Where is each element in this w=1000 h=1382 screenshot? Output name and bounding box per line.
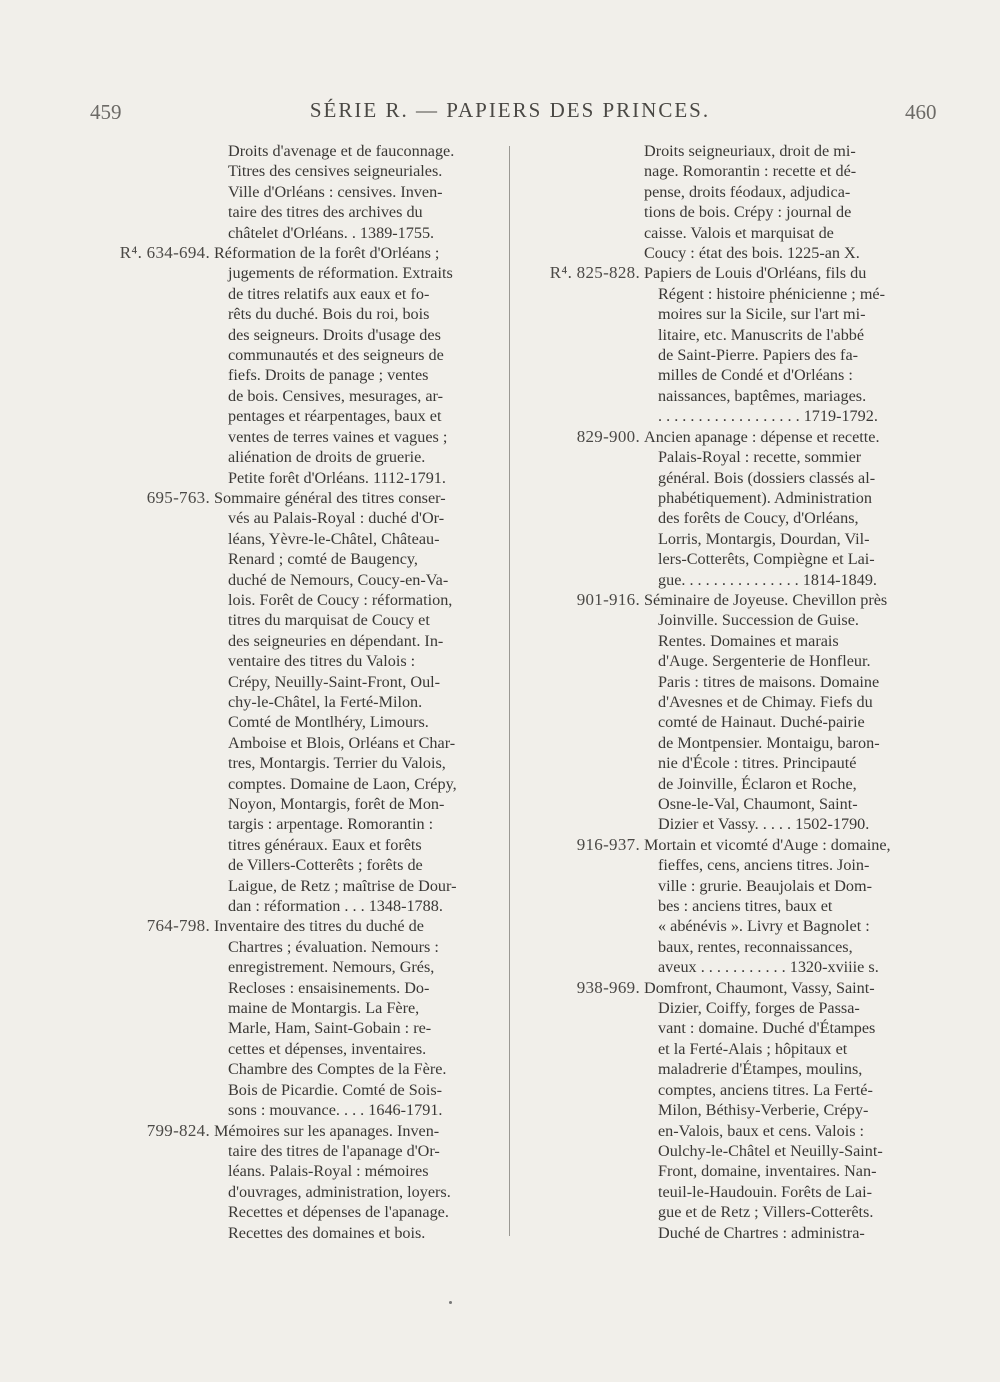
inventory-entry [0,488,505,917]
text-line: léans. Palais-Royal : mémoires [228,1162,429,1181]
call-number: 938-969. [576,977,640,997]
text-line: . . . . . . . . . . . . . . . . . . 1719-1792. [658,407,878,426]
text-line: Renard ; comté de Baugency, [228,550,418,569]
text-line: gue. . . . . . . . . . . . . . . 1814-1849. [658,570,877,589]
text-line: fiefs. Droits de panage ; ventes [228,366,429,385]
text-line: « abénévis ». Livry et Bagnolet : [658,917,870,936]
text-line: des seigneuries en dépendant. In- [228,631,444,650]
text-line: général. Bois (dossiers classés al- [658,468,876,487]
entry-text [644,427,952,590]
text-line: Droits seigneuriaux, droit de mi- [644,142,856,160]
text-line: milles de Condé et d'Orléans : [658,366,853,385]
text-line: Mémoires sur les apanages. Inven- [214,1121,440,1140]
text-line: de Villers-Cotterêts ; forêts de [228,856,423,875]
text-line: Crépy, Neuilly-Saint-Front, Oul- [228,672,441,691]
text-line: enregistrement. Nemours, Grés, [228,958,435,977]
text-line: d'ouvrages, administration, loyers. [228,1182,451,1201]
text-line: Séminaire de Joyeuse. Chevillon près [644,590,888,609]
text-line: litaire, etc. Manuscrits de l'abbé [658,325,865,344]
text-line: nage. Romorantin : recette et dé- [644,162,857,181]
entry-text [214,1121,499,1243]
entry-text [214,916,499,1120]
inventory-entry [515,978,955,1243]
text-line: Palais-Royal : recette, sommier [658,448,862,467]
text-line: de titres relatifs aux eaux et fo- [228,284,430,303]
text-line: Amboise et Blois, Orléans et Char- [228,733,456,752]
text-line: titres du marquisat de Coucy et [228,611,430,630]
stray-mark [449,1301,452,1304]
text-line: Dizier et Vassy. . . . . 1502-1790. [658,815,870,834]
text-line: sons : mouvance. . . . 1646-1791. [228,1101,443,1120]
text-line: nie d'École : titres. Principauté [658,754,857,773]
text-line: Marle, Ham, Saint-Gobain : re- [228,1019,432,1038]
text-line: Laigue, de Retz ; maîtrise de Dour- [228,876,457,895]
text-line: titres généraux. Eaux et forêts [228,835,422,854]
text-line: Rentes. Domaines et marais [658,631,839,650]
text-line: communautés et des seigneurs de [228,346,444,365]
text-line: gue et de Retz ; Villers-Cotterêts. [658,1203,874,1222]
text-line: Dizier, Coiffy, forges de Passa- [658,999,860,1018]
text-line: pense, droits féodaux, adjudica- [644,182,851,201]
text-line: Oulchy-le-Châtel et Neuilly-Saint- [658,1141,883,1160]
text-line: comté de Hainaut. Duché-pairie [658,713,865,732]
text-line: Papiers de Louis d'Orléans, fils du [644,264,867,283]
text-line: Recloses : ensaisinements. Do- [228,978,430,997]
text-line: Paris : titres de maisons. Domaine [658,672,880,691]
text-line: Chambre des Comptes de la Fère. [228,1060,447,1079]
inventory-entry [515,590,955,835]
text-line: de Joinville, Éclaron et Roche, [658,774,857,793]
text-line: aveux . . . . . . . . . . . 1320-xviiie s. [658,958,879,977]
running-title: SÉRIE R. — PAPIERS DES PRINCES. [309,98,711,122]
text-line: dan : réformation . . . 1348-1788. [228,897,443,916]
text-line: Noyon, Montargis, forêt de Mon- [228,795,445,813]
text-line: Inventaire des titres du duché de [214,917,424,936]
continuation-entry [0,141,505,243]
text-line: Bois de Picardie. Comté de Sois- [228,1080,443,1099]
text-line: comptes, anciens titres. La Ferté- [658,1080,873,1099]
entry-text [214,243,499,488]
call-number: R⁴. 634-694. [119,243,210,263]
call-number: 695-763. [146,487,210,507]
text-line: ventaire des titres du Valois : [228,652,416,671]
text-line: des seigneurs. Droits d'usage des [228,325,441,344]
entry-text [644,835,952,978]
entry-text [644,978,952,1243]
text-line: Recettes et dépenses de l'apanage. [228,1203,449,1222]
text-line: Ancien apanage : dépense et recette. [644,427,880,446]
text-line: en-Valois, baux et cens. Valois : [658,1121,865,1140]
text-line: moires sur la Sicile, sur l'art mi- [658,305,866,324]
text-line: teuil-le-Haudouin. Forêts de Lai- [658,1182,872,1201]
text-line: bes : anciens titres, baux et [658,897,833,916]
text-line: tions de bois. Crépy : journal de [644,203,852,222]
text-line: lers-Cotterêts, Compiègne et Lai- [658,550,875,569]
text-line: lois. Forêt de Coucy : réformation, [228,590,453,609]
text-line: de bois. Censives, mesurages, ar- [228,386,444,405]
text-line: Régent : histoire phénicienne ; mé- [658,284,886,303]
text-line: pentages et réarpentages, baux et [228,407,442,426]
call-number: 901-916. [576,589,640,609]
text-line: caisse. Valois et marquisat de [644,223,834,242]
text-line: Joinville. Succession de Guise. [658,611,859,630]
inventory-entry [0,243,505,488]
page-number-right: 460 [905,100,937,124]
continuation-entry [515,141,955,263]
text-line: Domfront, Chaumont, Vassy, Saint- [644,978,875,997]
text-line: Lorris, Montargis, Dourdan, Vil- [658,529,870,548]
page-number-left: 459 [90,100,122,124]
call-number: 799-824. [146,1120,210,1140]
text-line: vant : domaine. Duché d'Étampes [658,1019,876,1038]
call-number: R⁴. 825-828. [549,263,640,283]
text-line: phabétiquement). Administration [658,488,872,507]
text-line: maine de Montargis. La Fère, [228,999,420,1018]
text-line: d'Auge. Sergenterie de Honfleur. [658,652,871,671]
text-line: Petite forêt d'Orléans. 1112-1791. [228,468,446,487]
entry-text [228,141,513,243]
text-line: jugements de réformation. Extraits [228,264,453,283]
left-column [0,141,505,1243]
text-line: Titres des censives seigneuriales. [228,162,443,181]
text-line: léans, Yèvre-le-Châtel, Château- [228,529,440,548]
text-line: Front, domaine, inventaires. Nan- [658,1162,877,1181]
text-line: Comté de Montlhéry, Limours. [228,713,429,732]
text-line: ventes de terres vaines et vagues ; [228,427,448,446]
text-line: chy-le-Châtel, la Ferté-Milon. [228,692,423,711]
text-line: ville : grurie. Beaujolais et Dom- [658,876,872,895]
call-number: 829-900. [576,426,640,446]
column-divider [509,146,510,1236]
text-line: comptes. Domaine de Laon, Crépy, [228,774,457,793]
text-line: baux, rentes, reconnaissances, [658,937,853,956]
text-line: maladrerie d'Étampes, moulins, [658,1060,863,1079]
text-line: taire des titres des archives du [228,203,423,222]
inventory-entry [0,916,505,1120]
entry-text [214,488,499,917]
text-line: aliénation de droits de gruerie. [228,448,426,467]
text-line: taire des titres de l'apanage d'Or- [228,1141,440,1160]
text-line: de Montpensier. Montaigu, baron- [658,733,880,752]
entry-text [644,141,952,263]
text-line: Coucy : état des bois. 1225-an X. [644,244,860,263]
text-line: Ville d'Orléans : censives. Inven- [228,182,443,201]
inventory-entry [515,835,955,978]
text-line: targis : arpentage. Romorantin : [228,815,434,834]
text-line: Recettes des domaines et bois. [228,1223,426,1242]
entry-text [644,263,952,426]
text-line: de Saint-Pierre. Papiers des fa- [658,346,859,365]
text-line: Sommaire général des titres conser- [214,488,446,507]
call-number: 916-937. [576,834,640,854]
text-line: naissances, baptêmes, mariages. [658,386,867,405]
text-line: d'Avesnes et de Chimay. Fiefs du [658,692,873,711]
text-line: des forêts de Coucy, d'Orléans, [658,509,859,528]
text-line: fieffes, cens, anciens titres. Join- [658,856,870,875]
inventory-entry [515,427,955,590]
text-line: Droits d'avenage et de fauconnage. [228,142,455,160]
text-line: Réformation de la forêt d'Orléans ; [214,244,440,263]
inventory-entry [515,263,955,426]
text-line: duché de Nemours, Coucy-en-Va- [228,570,449,589]
text-line: et la Ferté-Alais ; hôpitaux et [658,1039,848,1058]
text-line: Mortain et vicomté d'Auge : domaine, [644,835,891,854]
text-line: vés au Palais-Royal : duché d'Or- [228,509,445,528]
inventory-entry [0,1121,505,1243]
call-number: 764-798. [146,916,210,936]
text-line: rêts du duché. Bois du roi, bois [228,305,430,324]
text-line: cettes et dépenses, inventaires. [228,1039,427,1058]
text-line: Chartres ; évaluation. Nemours : [228,937,439,956]
entry-text [644,590,952,835]
right-column [515,141,955,1243]
text-line: Milon, Béthisy-Verberie, Crépy- [658,1101,869,1120]
text-line: tres, Montargis. Terrier du Valois, [228,754,446,773]
page-header [0,96,1000,136]
text-line: châtelet d'Orléans. . 1389-1755. [228,223,435,242]
text-line: Osne-le-Val, Chaumont, Saint- [658,795,858,813]
text-line: Duché de Chartres : administra- [658,1223,865,1242]
